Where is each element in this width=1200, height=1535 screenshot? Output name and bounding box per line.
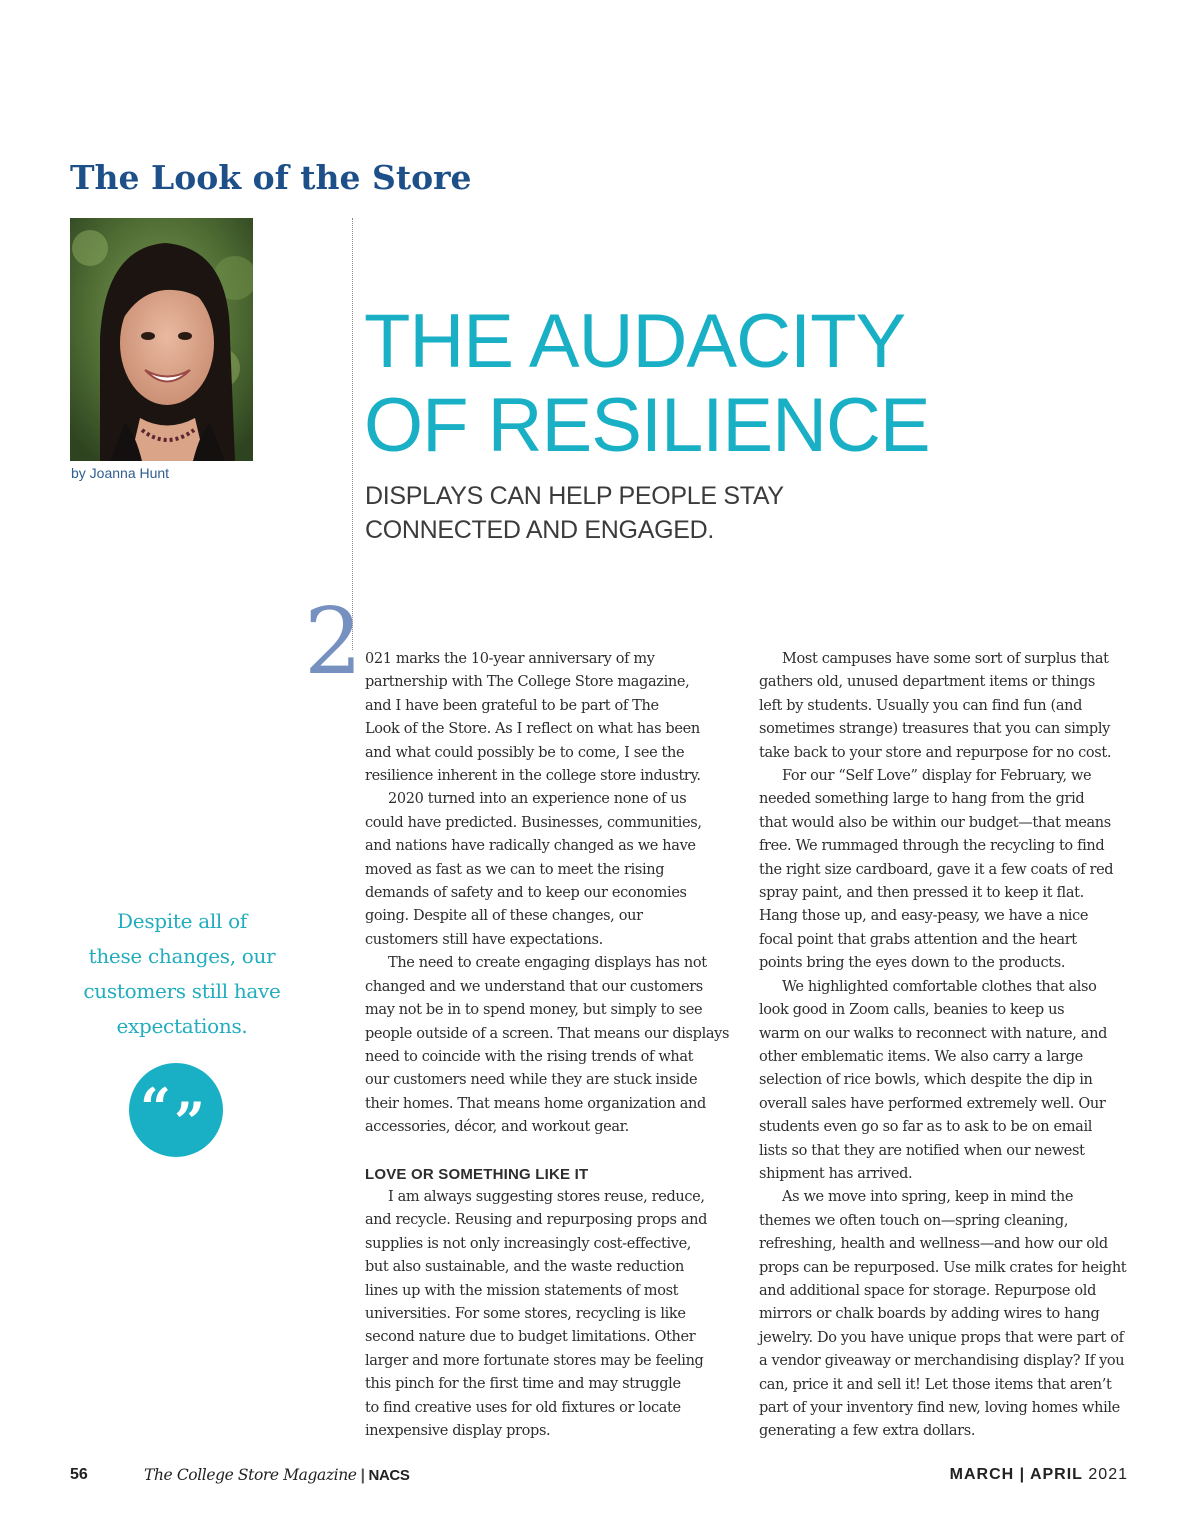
text-line: inexpensive display props. <box>365 1423 551 1439</box>
text-line: focal point that grabs attention and the heart <box>759 931 1077 948</box>
text-line: left by students. Usually you can find fun (and <box>759 697 1083 714</box>
text-line: universities. For some stores, recycling is like <box>365 1305 686 1322</box>
deck-line: DISPLAYS CAN HELP PEOPLE STAY <box>365 482 784 510</box>
text-line: The need to create engaging displays has not <box>388 955 707 972</box>
text-line: but also sustainable, and the waste reduction <box>365 1259 684 1276</box>
text-line: accessories, décor, and workout gear. <box>365 1119 629 1136</box>
text-line: partnership with The College Store magazine, <box>365 674 690 691</box>
text-line: props can be repurposed. Use milk crates for height <box>759 1259 1127 1276</box>
paragraph <box>365 788 740 952</box>
text-line: second nature due to budget limitations. Other <box>365 1329 696 1346</box>
headline <box>364 300 964 468</box>
text-line: may not be in to spend money, but simply to see <box>365 1002 703 1019</box>
text-line: shipment has arrived. <box>759 1165 913 1182</box>
text-line: and additional space for storage. Repurpose old <box>759 1282 1097 1299</box>
deck-line: CONNECTED AND ENGAGED. <box>365 516 715 544</box>
body-column-2 <box>759 648 1134 1444</box>
text-line: take back to your store and repurpose for no cost. <box>759 744 1112 761</box>
publication-name <box>144 1466 409 1485</box>
text-line: our customers need while they are stuck inside <box>365 1072 698 1089</box>
organization: NACS <box>368 1467 410 1484</box>
text-line: Look of the Store. As I reflect on what has been <box>365 721 700 738</box>
text-line: needed something large to hang from the grid <box>759 791 1085 808</box>
text-line: look good in Zoom calls, beanies to keep us <box>759 1002 1065 1019</box>
text-line: themes we often touch on—spring cleaning, <box>759 1212 1069 1229</box>
paragraph <box>759 648 1134 765</box>
paragraph <box>759 1186 1134 1443</box>
text-line: larger and more fortunate stores may be feeling <box>365 1352 704 1369</box>
body-column-1 <box>365 648 740 1443</box>
quotation-marks-icon: “ ” <box>129 1063 223 1157</box>
subhead: LOVE OR SOMETHING LIKE IT <box>365 1165 589 1183</box>
text-line: going. Despite all of these changes, our <box>365 908 643 925</box>
text-line: warm on our walks to reconnect with nature, and <box>759 1025 1108 1042</box>
text-line: moved as fast as we can to meet the rising <box>365 861 665 878</box>
pull-quote <box>62 904 302 1044</box>
text-line: and recycle. Reusing and repurposing props and <box>365 1212 708 1229</box>
text-line: mirrors or chalk boards by adding wires to hang <box>759 1306 1100 1323</box>
text-line: and nations have radically changed as we have <box>365 838 696 855</box>
text-line: lines up with the mission statements of most <box>365 1282 679 1299</box>
issue-date <box>950 1466 1128 1484</box>
vertical-divider <box>352 218 353 650</box>
text-line: 021 marks the 10-year anniversary of my <box>365 651 655 667</box>
text-line: overall sales have performed extremely well. Our <box>759 1095 1106 1112</box>
text-line: 2020 turned into an experience none of us <box>388 791 687 808</box>
text-line: I am always suggesting stores reuse, reduce, <box>388 1188 705 1205</box>
text-line: selection of rice bowls, which despite the dip in <box>759 1072 1093 1089</box>
text-line: As we move into spring, keep in mind the <box>782 1189 1074 1206</box>
text-line: changed and we understand that our customers <box>365 978 703 995</box>
text-line: the right size cardboard, gave it a few coats of red <box>759 861 1114 878</box>
author-photo <box>70 218 253 461</box>
text-line: a vendor giveaway or merchandising display? If you <box>759 1353 1125 1370</box>
pull-quote-line: customers still have <box>83 979 281 1003</box>
pull-quote-line: Despite all of <box>117 909 247 933</box>
text-line: Hang those up, and easy-peasy, we have a nice <box>759 908 1089 925</box>
text-line: this pinch for the first time and may struggle <box>365 1376 681 1393</box>
text-line: that would also be within our budget—that means <box>759 814 1111 831</box>
text-line: resilience inherent in the college store industry. <box>365 768 701 785</box>
text-line: need to coincide with the rising trends of what <box>365 1048 694 1065</box>
deck <box>365 479 865 547</box>
text-line: could have predicted. Businesses, communities, <box>365 814 702 831</box>
issue-months: MARCH | APRIL <box>949 1466 1083 1483</box>
text-line: refreshing, health and wellness—and how our old <box>759 1236 1108 1253</box>
page-footer <box>0 1466 1200 1490</box>
text-line: We highlighted comfortable clothes that also <box>782 978 1097 995</box>
section-title: The Look of the Store <box>70 158 472 197</box>
byline: by Joanna Hunt <box>71 465 170 481</box>
text-line: part of your inventory find new, loving homes while <box>759 1400 1120 1416</box>
text-line: generating a few extra dollars. <box>759 1423 976 1440</box>
text-line: people outside of a screen. That means our displays <box>365 1025 730 1042</box>
pull-quote-line: these changes, our <box>88 944 276 968</box>
text-line: demands of safety and to keep our economies <box>365 885 687 902</box>
drop-cap: 2 <box>304 588 363 695</box>
text-line: supplies is not only increasingly cost-effective, <box>365 1235 692 1252</box>
publication-title: The College Store Magazine <box>144 1466 357 1484</box>
text-line: lists so that they are notified when our newest <box>759 1142 1085 1159</box>
text-line: For our “Self Love” display for February, we <box>782 768 1092 785</box>
text-line: and what could possibly be to come, I see the <box>365 744 685 761</box>
paragraph <box>759 765 1134 976</box>
text-line: and I have been grateful to be part of The <box>365 697 659 714</box>
text-line: Most campuses have some sort of surplus that <box>782 651 1109 667</box>
paragraph <box>365 1186 740 1443</box>
pull-quote-line: expectations. <box>116 1014 248 1038</box>
page-number: 56 <box>70 1466 88 1483</box>
paragraph <box>759 976 1134 1187</box>
text-line: other emblematic items. We also carry a large <box>759 1048 1083 1065</box>
paragraph <box>365 952 740 1139</box>
paragraph <box>365 648 740 788</box>
headline-line: THE AUDACITY <box>364 299 906 384</box>
footer-separator: | <box>360 1467 365 1484</box>
issue-year: 2021 <box>1088 1466 1128 1483</box>
text-line: points bring the eyes down to the products. <box>759 955 1066 972</box>
text-line: spray paint, and then pressed it to keep it flat. <box>759 885 1084 902</box>
text-line: customers still have expectations. <box>365 931 603 948</box>
text-line: gathers old, unused department items or things <box>759 674 1095 691</box>
text-line: free. We rummaged through the recycling to find <box>759 838 1105 855</box>
text-line: to find creative uses for old fixtures or locate <box>365 1399 681 1416</box>
text-line: jewelry. Do you have unique props that were part of <box>759 1329 1124 1346</box>
text-line: can, price it and sell it! Let those items that aren’t <box>759 1376 1112 1393</box>
text-line: sometimes strange) treasures that you can simply <box>759 721 1110 738</box>
text-line: their homes. That means home organization and <box>365 1095 706 1112</box>
text-line: students even go so far as to ask to be on email <box>759 1119 1093 1136</box>
headline-line: OF RESILIENCE <box>364 383 930 468</box>
